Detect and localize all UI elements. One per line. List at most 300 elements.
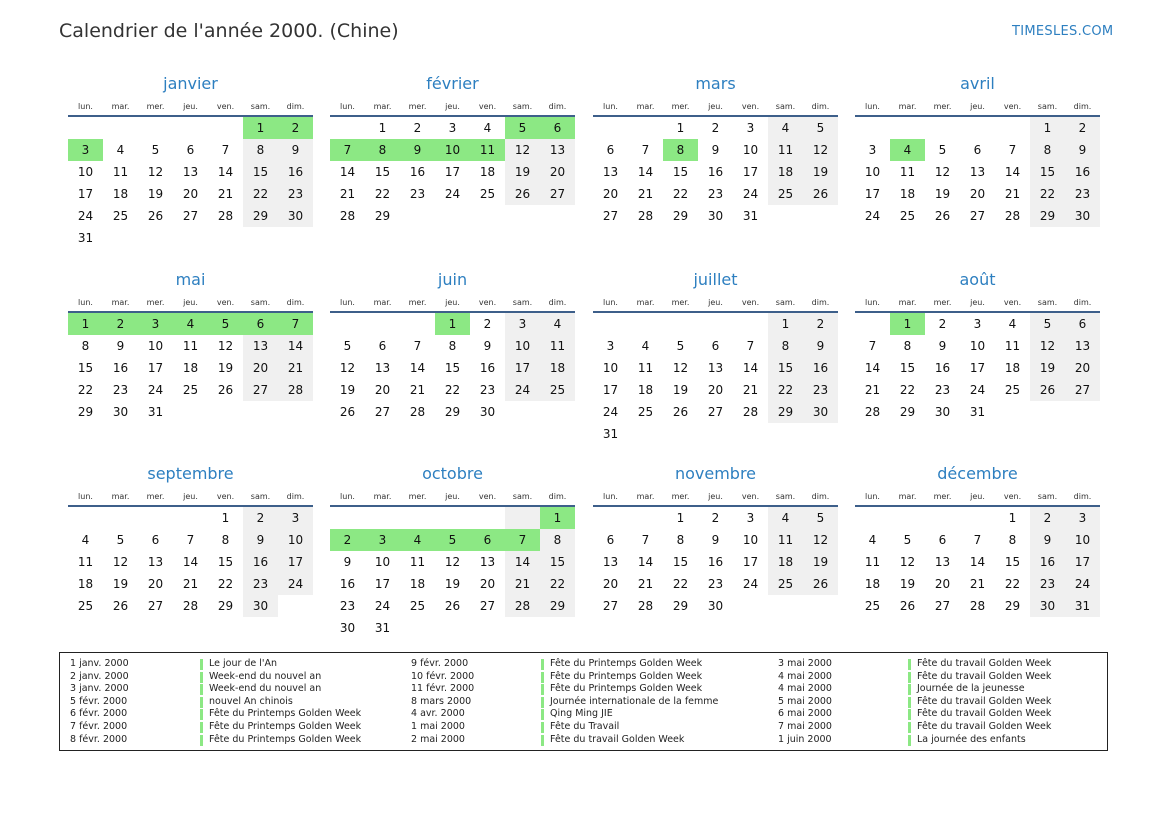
- day-cell: 18: [112, 187, 129, 201]
- empty-cell: [803, 595, 838, 617]
- day-cell: 3: [973, 317, 982, 331]
- day-cell: 21: [637, 187, 654, 201]
- weekday-label: jeu.: [970, 297, 985, 307]
- empty-cell: [890, 117, 925, 139]
- day-cell: 7: [330, 139, 365, 161]
- day-cell: 18: [768, 551, 803, 573]
- legend-row: [778, 734, 1108, 747]
- day-cell: 3: [68, 139, 103, 161]
- day-cell: 22: [243, 183, 278, 205]
- empty-cell: [103, 507, 138, 529]
- day-cell: 22: [768, 379, 803, 401]
- legend-date: 4 mai 2000: [778, 670, 832, 682]
- day-cell: 16: [1030, 551, 1065, 573]
- legend-date: 2 mai 2000: [411, 733, 465, 745]
- day-cell: 30: [339, 621, 356, 635]
- day-cell: 16: [1065, 161, 1100, 183]
- day-cell: 10: [1065, 529, 1100, 551]
- day-cell: 3: [746, 121, 755, 135]
- day-cell: 23: [1065, 183, 1100, 205]
- weekday-label: dim.: [811, 491, 830, 501]
- day-cell: 23: [803, 379, 838, 401]
- weekday-label: mer.: [671, 101, 690, 111]
- weekday-label: dim.: [548, 491, 567, 501]
- legend-date: 1 mai 2000: [411, 720, 465, 732]
- day-cell: 2: [413, 121, 422, 135]
- day-cell: 23: [112, 383, 129, 397]
- day-cell: 27: [602, 599, 619, 613]
- day-cell: 4: [173, 313, 208, 335]
- empty-cell: [628, 313, 663, 335]
- day-cell: 16: [803, 357, 838, 379]
- legend-date: 6 mai 2000: [778, 708, 832, 720]
- weekday-label: mar.: [111, 101, 130, 111]
- weekday-label: mar.: [373, 297, 392, 307]
- weekday-label: jeu.: [183, 297, 198, 307]
- day-cell: 29: [899, 405, 916, 419]
- weekday-label: sam.: [512, 101, 533, 111]
- day-cell: 29: [672, 209, 689, 223]
- day-cell: 1: [768, 313, 803, 335]
- day-cell: 4: [868, 533, 877, 547]
- legend-row: [778, 671, 1108, 684]
- day-cell: 14: [182, 555, 199, 569]
- empty-cell: [103, 227, 138, 249]
- day-cell: 7: [1008, 143, 1017, 157]
- month-name: octobre: [422, 464, 483, 483]
- weekday-label: ven.: [1003, 297, 1022, 307]
- day-cell: 26: [803, 183, 838, 205]
- day-cell: 1: [435, 313, 470, 335]
- weekday-label: lun.: [603, 297, 618, 307]
- empty-cell: [733, 313, 768, 335]
- day-cell: 28: [505, 595, 540, 617]
- weekday-label: sam.: [1037, 491, 1058, 501]
- day-cell: 29: [1030, 205, 1065, 227]
- day-cell: 3: [606, 339, 615, 353]
- weekday-label: mar.: [898, 491, 917, 501]
- weekday-label: mar.: [373, 491, 392, 501]
- day-cell: 18: [768, 161, 803, 183]
- day-cell: 18: [479, 165, 496, 179]
- weekday-label: sam.: [775, 297, 796, 307]
- day-cell: 17: [602, 383, 619, 397]
- day-cell: 12: [803, 139, 838, 161]
- weekday-header: [330, 97, 575, 117]
- day-cell: 22: [217, 577, 234, 591]
- day-cell: 31: [742, 209, 759, 223]
- day-cell: 11: [540, 335, 575, 357]
- day-cell: 7: [868, 339, 877, 353]
- day-cell: 30: [1065, 205, 1100, 227]
- day-grid: [330, 507, 575, 639]
- day-cell: 5: [803, 507, 838, 529]
- holiday-marker: [908, 722, 911, 733]
- day-cell: 6: [711, 339, 720, 353]
- day-cell: 1: [68, 313, 103, 335]
- legend-holiday-name: Week-end du nouvel an: [209, 683, 322, 695]
- day-cell: 17: [864, 187, 881, 201]
- day-cell: 8: [221, 533, 230, 547]
- day-cell: 23: [409, 187, 426, 201]
- day-cell: 28: [637, 209, 654, 223]
- day-cell: 25: [409, 599, 426, 613]
- weekday-label: sam.: [250, 297, 271, 307]
- day-cell: 24: [374, 599, 391, 613]
- weekday-label: ven.: [741, 491, 760, 501]
- day-cell: 28: [864, 405, 881, 419]
- day-cell: 13: [540, 139, 575, 161]
- day-cell: 18: [182, 361, 199, 375]
- day-cell: 19: [444, 577, 461, 591]
- day-cell: 13: [934, 555, 951, 569]
- day-cell: 8: [663, 139, 698, 161]
- day-cell: 24: [864, 209, 881, 223]
- day-cell: 12: [934, 165, 951, 179]
- day-cell: 13: [707, 361, 724, 375]
- day-grid: [330, 117, 575, 227]
- day-cell: 3: [448, 121, 457, 135]
- day-cell: 2: [278, 117, 313, 139]
- day-cell: 28: [339, 209, 356, 223]
- day-cell: 27: [540, 183, 575, 205]
- day-cell: 4: [400, 529, 435, 551]
- empty-cell: [330, 313, 365, 335]
- legend-holiday-name: Fête du travail Golden Week: [917, 695, 1052, 707]
- day-cell: 17: [505, 357, 540, 379]
- legend-row: [70, 683, 400, 696]
- day-cell: 8: [768, 335, 803, 357]
- day-cell: 21: [969, 577, 986, 591]
- empty-cell: [925, 117, 960, 139]
- empty-cell: [733, 423, 768, 445]
- day-cell: 5: [903, 533, 912, 547]
- day-cell: 25: [182, 383, 199, 397]
- day-cell: 10: [77, 165, 94, 179]
- holiday-marker: [200, 672, 203, 683]
- holiday-marker: [200, 735, 203, 746]
- day-cell: 4: [81, 533, 90, 547]
- weekday-label: lun.: [865, 491, 880, 501]
- weekday-label: sam.: [1037, 297, 1058, 307]
- day-cell: 11: [768, 139, 803, 161]
- day-cell: 7: [413, 339, 422, 353]
- holiday-marker: [541, 684, 544, 695]
- day-grid: [593, 313, 838, 445]
- weekday-label: lun.: [78, 491, 93, 501]
- day-cell: 21: [217, 187, 234, 201]
- weekday-label: mer.: [408, 491, 427, 501]
- empty-cell: [330, 117, 365, 139]
- day-cell: 8: [81, 339, 90, 353]
- day-cell: 15: [374, 165, 391, 179]
- day-cell: 7: [186, 533, 195, 547]
- day-cell: 2: [1030, 507, 1065, 529]
- day-cell: 25: [768, 573, 803, 595]
- empty-cell: [960, 117, 995, 139]
- day-cell: 12: [672, 361, 689, 375]
- legend-holiday-name: Fête du travail Golden Week: [917, 708, 1052, 720]
- day-cell: 25: [768, 183, 803, 205]
- day-cell: 25: [899, 209, 916, 223]
- day-grid: [855, 117, 1100, 227]
- day-cell: 2: [103, 313, 138, 335]
- day-cell: 17: [969, 361, 986, 375]
- day-cell: 2: [243, 507, 278, 529]
- day-cell: 19: [934, 187, 951, 201]
- holiday-marker: [200, 709, 203, 720]
- legend-holiday-name: Fête du travail Golden Week: [550, 733, 685, 745]
- day-cell: 21: [182, 577, 199, 591]
- day-cell: 12: [1030, 335, 1065, 357]
- legend-holiday-name: Le jour de l'An: [209, 658, 278, 669]
- day-cell: 12: [505, 139, 540, 161]
- day-cell: 20: [602, 577, 619, 591]
- holiday-marker: [541, 672, 544, 683]
- day-cell: 10: [742, 143, 759, 157]
- day-cell: 29: [77, 405, 94, 419]
- day-cell: 14: [1004, 165, 1021, 179]
- day-cell: 1: [890, 313, 925, 335]
- day-cell: 19: [803, 551, 838, 573]
- weekday-label: jeu.: [708, 491, 723, 501]
- holiday-marker: [541, 722, 544, 733]
- legend-row: [778, 696, 1108, 709]
- day-cell: 4: [1008, 317, 1017, 331]
- weekday-label: jeu.: [183, 101, 198, 111]
- day-cell: 14: [278, 335, 313, 357]
- weekday-label: mar.: [111, 491, 130, 501]
- day-cell: 18: [540, 357, 575, 379]
- month-name: avril: [960, 74, 995, 93]
- weekday-label: ven.: [216, 297, 235, 307]
- month-name: septembre: [147, 464, 234, 483]
- day-cell: 16: [479, 361, 496, 375]
- empty-cell: [505, 617, 540, 639]
- month-name: août: [959, 270, 996, 289]
- month-calendar: [68, 463, 313, 617]
- day-cell: 17: [374, 577, 391, 591]
- empty-cell: [768, 205, 803, 227]
- day-cell: 22: [444, 383, 461, 397]
- holiday-legend: [59, 652, 1108, 751]
- legend-row: [778, 658, 1108, 671]
- day-cell: 4: [768, 117, 803, 139]
- day-cell: 1: [378, 121, 387, 135]
- day-cell: 23: [479, 383, 496, 397]
- day-cell: 29: [374, 209, 391, 223]
- day-cell: 9: [278, 139, 313, 161]
- day-cell: 21: [1004, 187, 1021, 201]
- weekday-label: jeu.: [445, 101, 460, 111]
- day-cell: 19: [217, 361, 234, 375]
- empty-cell: [803, 423, 838, 445]
- day-cell: 7: [973, 533, 982, 547]
- legend-column: [778, 658, 1108, 746]
- weekday-label: mer.: [933, 101, 952, 111]
- day-cell: 5: [151, 143, 160, 157]
- weekday-label: dim.: [811, 101, 830, 111]
- day-cell: 19: [1030, 357, 1065, 379]
- weekday-label: lun.: [865, 101, 880, 111]
- day-cell: 27: [147, 599, 164, 613]
- day-cell: 5: [435, 529, 470, 551]
- day-cell: 22: [374, 187, 391, 201]
- weekday-label: jeu.: [708, 297, 723, 307]
- day-cell: 14: [339, 165, 356, 179]
- day-cell: 27: [969, 209, 986, 223]
- legend-row: [70, 696, 400, 709]
- day-cell: 9: [343, 555, 352, 569]
- day-cell: 24: [278, 573, 313, 595]
- day-cell: 11: [470, 139, 505, 161]
- day-cell: 12: [899, 555, 916, 569]
- day-cell: 9: [711, 143, 720, 157]
- weekday-label: mar.: [898, 297, 917, 307]
- legend-date: 7 févr. 2000: [70, 720, 128, 732]
- day-cell: 31: [147, 405, 164, 419]
- legend-holiday-name: Fête du Printemps Golden Week: [550, 670, 703, 682]
- empty-cell: [1065, 401, 1100, 423]
- day-cell: 10: [602, 361, 619, 375]
- day-grid: [68, 313, 313, 423]
- day-cell: 4: [483, 121, 492, 135]
- legend-holiday-name: Fête du Printemps Golden Week: [209, 720, 362, 732]
- day-cell: 10: [864, 165, 881, 179]
- day-cell: 7: [278, 313, 313, 335]
- empty-cell: [960, 507, 995, 529]
- day-cell: 21: [637, 577, 654, 591]
- day-cell: 3: [1065, 507, 1100, 529]
- day-cell: 19: [339, 383, 356, 397]
- day-cell: 26: [505, 183, 540, 205]
- legend-date: 1 juin 2000: [778, 733, 832, 745]
- empty-cell: [890, 507, 925, 529]
- day-cell: 28: [969, 599, 986, 613]
- day-cell: 15: [672, 555, 689, 569]
- day-cell: 20: [934, 577, 951, 591]
- day-cell: 7: [746, 339, 755, 353]
- day-cell: 30: [479, 405, 496, 419]
- day-cell: 18: [409, 577, 426, 591]
- day-cell: 30: [707, 209, 724, 223]
- day-cell: 16: [409, 165, 426, 179]
- day-cell: 12: [444, 555, 461, 569]
- day-cell: 26: [444, 599, 461, 613]
- day-cell: 11: [409, 555, 426, 569]
- day-cell: 26: [112, 599, 129, 613]
- weekday-label: jeu.: [445, 297, 460, 307]
- weekday-header: [855, 293, 1100, 313]
- day-cell: 18: [864, 577, 881, 591]
- empty-cell: [470, 617, 505, 639]
- empty-cell: [278, 401, 313, 423]
- day-cell: 11: [112, 165, 129, 179]
- day-cell: 20: [147, 577, 164, 591]
- weekday-label: ven.: [741, 297, 760, 307]
- empty-cell: [400, 313, 435, 335]
- day-cell: 14: [637, 165, 654, 179]
- weekday-label: mar.: [373, 101, 392, 111]
- legend-holiday-name: Fête du Printemps Golden Week: [550, 658, 703, 669]
- legend-holiday-name: Fête du Printemps Golden Week: [209, 708, 362, 720]
- day-cell: 25: [637, 405, 654, 419]
- day-cell: 5: [505, 117, 540, 139]
- day-cell: 7: [221, 143, 230, 157]
- day-cell: 24: [602, 405, 619, 419]
- day-cell: 14: [742, 361, 759, 375]
- weekday-label: mer.: [408, 101, 427, 111]
- day-cell: 1: [676, 511, 685, 525]
- day-cell: 11: [182, 339, 199, 353]
- day-grid: [593, 117, 838, 227]
- day-cell: 17: [742, 555, 759, 569]
- day-cell: 12: [803, 529, 838, 551]
- day-cell: 6: [151, 533, 160, 547]
- day-cell: 15: [444, 361, 461, 375]
- legend-row: [411, 708, 741, 721]
- legend-date: 7 mai 2000: [778, 720, 832, 732]
- day-cell: 30: [803, 401, 838, 423]
- empty-cell: [628, 423, 663, 445]
- day-cell: 28: [409, 405, 426, 419]
- empty-cell: [1030, 401, 1065, 423]
- month-name: novembre: [674, 464, 757, 483]
- day-cell: 21: [505, 573, 540, 595]
- day-cell: 26: [147, 209, 164, 223]
- weekday-label: sam.: [1037, 101, 1058, 111]
- day-cell: 27: [374, 405, 391, 419]
- weekday-label: mar.: [636, 491, 655, 501]
- day-cell: 13: [602, 165, 619, 179]
- weekday-header: [68, 293, 313, 313]
- empty-cell: [995, 401, 1030, 423]
- day-cell: 27: [479, 599, 496, 613]
- legend-row: [778, 708, 1108, 721]
- day-cell: 13: [243, 335, 278, 357]
- day-cell: 25: [112, 209, 129, 223]
- day-cell: 9: [1065, 139, 1100, 161]
- legend-date: 8 févr. 2000: [70, 733, 128, 745]
- day-cell: 15: [672, 165, 689, 179]
- weekday-label: lun.: [340, 101, 355, 111]
- month-name: juin: [437, 270, 468, 289]
- empty-cell: [663, 423, 698, 445]
- day-cell: 16: [339, 577, 356, 591]
- day-cell: 5: [343, 339, 352, 353]
- empty-cell: [995, 117, 1030, 139]
- day-cell: 3: [138, 313, 173, 335]
- day-cell: 28: [278, 379, 313, 401]
- month-calendar: [855, 73, 1100, 227]
- brand-link[interactable]: TIMESLES.COM: [1012, 24, 1114, 39]
- day-cell: 26: [803, 573, 838, 595]
- day-cell: 20: [969, 187, 986, 201]
- legend-row: [411, 721, 741, 734]
- day-cell: 24: [77, 209, 94, 223]
- day-cell: 20: [243, 357, 278, 379]
- day-cell: 6: [186, 143, 195, 157]
- month-calendar: [68, 73, 313, 249]
- day-cell: 24: [742, 577, 759, 591]
- empty-cell: [698, 313, 733, 335]
- legend-row: [70, 658, 400, 671]
- day-cell: 29: [540, 595, 575, 617]
- legend-date: 3 janv. 2000: [70, 683, 129, 695]
- day-cell: 14: [864, 361, 881, 375]
- weekday-label: mer.: [933, 491, 952, 501]
- day-cell: 1: [676, 121, 685, 135]
